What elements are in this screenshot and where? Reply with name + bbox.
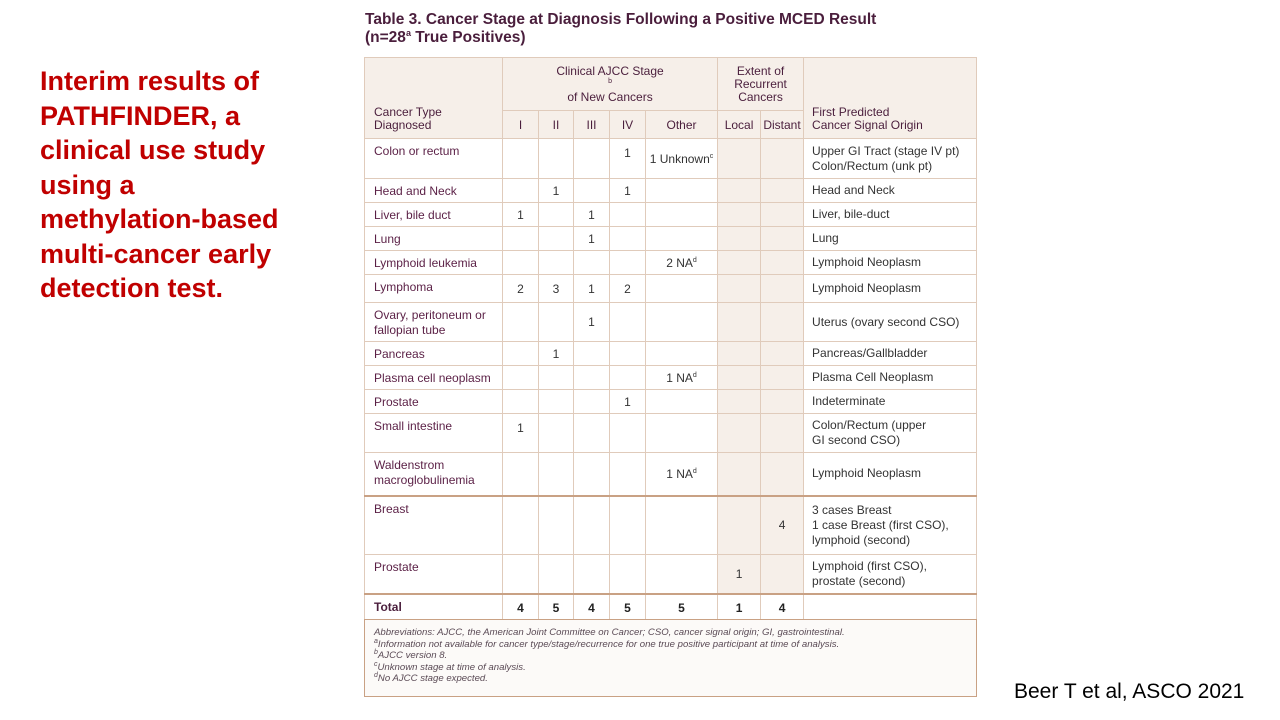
total-other: 5 [646, 594, 718, 622]
stage-i-cell: 1 [503, 203, 539, 227]
first-cso-cell: Lymphoid Neoplasm [804, 251, 977, 275]
stage-ii-cell [539, 203, 574, 227]
stage-ii-cell: 1 [539, 179, 574, 203]
stage-ii-cell [539, 390, 574, 414]
first-cso-cell: Pancreas/Gallbladder [804, 342, 977, 366]
cancer-type-cell: Head and Neck [365, 179, 503, 203]
cancer-type-cell: Breast [365, 496, 503, 555]
total-label: Total [365, 594, 503, 622]
table-row [365, 303, 977, 342]
first-cso-cell: Indeterminate [804, 390, 977, 414]
cancer-type-cell: Prostate [365, 390, 503, 414]
header-first-cso: First Predicted Cancer Signal Origin [804, 58, 977, 139]
distant-cell [761, 390, 804, 414]
stage-iii-cell [574, 342, 610, 366]
stage-iv-cell: 1 [610, 179, 646, 203]
total-local: 1 [718, 594, 761, 622]
footnote: $^b$AJCC version 8. [374, 649, 448, 662]
first-cso-cell: Lung [804, 227, 977, 251]
stage-iii-cell [574, 414, 610, 453]
header-extent-recurrent: Extent of Recurrent Cancers [718, 58, 804, 111]
first-cso-cell: Lymphoid (first CSO), prostate (second) [804, 555, 977, 594]
stage-other-cell [646, 203, 718, 227]
table-row [365, 555, 977, 594]
first-cso-cell: Uterus (ovary second CSO) [804, 303, 977, 342]
cancer-type-cell: Pancreas [365, 342, 503, 366]
stage-i-cell [503, 555, 539, 594]
stage-i-cell: 2 [503, 275, 539, 303]
stage-iv-cell [610, 366, 646, 390]
stage-other-cell [646, 342, 718, 366]
stage-ii-cell [539, 251, 574, 275]
table-row [365, 179, 977, 203]
total-distant: 4 [761, 594, 804, 622]
table-title-line1: Table 3. Cancer Stage at Diagnosis Following a Positive MCED Result [365, 11, 877, 28]
stage-iii-cell: 1 [574, 203, 610, 227]
first-cso-cell: Upper GI Tract (stage IV pt) Colon/Rectum (unk pt) [804, 139, 977, 179]
stage-ii-cell [539, 414, 574, 453]
first-cso-cell: Head and Neck [804, 179, 977, 203]
footnote: $^d$No AJCC stage expected. [374, 672, 488, 685]
distant-cell [761, 179, 804, 203]
header-stage-iv: IV [610, 111, 646, 139]
local-cell [718, 275, 761, 303]
stage-iii-cell [574, 555, 610, 594]
stage-other-cell [646, 390, 718, 414]
stage-i-cell [503, 453, 539, 496]
stage-iv-cell: 1 [610, 390, 646, 414]
stage-iii-cell: 1 [574, 227, 610, 251]
slide-headline: Interim results of PATHFINDER, a clinical use study using a methylation-based multi-cancer early detection test. [40, 66, 279, 303]
distant-cell [761, 203, 804, 227]
first-cso-cell: Colon/Rectum (upper GI second CSO) [804, 414, 977, 453]
header-clinical-ajcc-stage: Clinical AJCC Stage $^b$ of New Cancers [503, 58, 718, 111]
stage-other-cell [646, 414, 718, 453]
stage-iv-cell: 1 [610, 139, 646, 179]
stage-i-cell [503, 496, 539, 555]
stage-ii-cell [539, 496, 574, 555]
table-row [365, 496, 977, 555]
table-row [365, 453, 977, 496]
table-footnotes [364, 619, 977, 697]
total-i: 4 [503, 594, 539, 622]
cancer-type-cell: Lymphoma [365, 275, 503, 303]
stage-i-cell [503, 251, 539, 275]
first-cso-cell: Liver, bile-duct [804, 203, 977, 227]
header-distant: Distant [761, 111, 804, 139]
total-iv: 5 [610, 594, 646, 622]
stage-iii-cell: 1 [574, 303, 610, 342]
stage-other-cell: 1 $NA^d$ [646, 366, 718, 390]
local-cell [718, 303, 761, 342]
stage-other-cell [646, 275, 718, 303]
stage-i-cell [503, 139, 539, 179]
distant-cell [761, 227, 804, 251]
table-row [365, 390, 977, 414]
cancer-type-cell: Waldenstrom macroglobulinemia [365, 453, 503, 496]
header-stage-i: I [503, 111, 539, 139]
stage-other-cell: 1 Unknown$^c$ [646, 139, 718, 179]
local-cell [718, 342, 761, 366]
first-cso-cell: 3 cases Breast 1 case Breast (first CSO), lymphoid (second) [804, 496, 977, 555]
stage-iii-cell: 1 [574, 275, 610, 303]
stage-ii-cell [539, 453, 574, 496]
stage-iii-cell [574, 390, 610, 414]
distant-cell [761, 303, 804, 342]
local-cell [718, 227, 761, 251]
stage-ii-cell [539, 227, 574, 251]
stage-other-cell [646, 227, 718, 251]
header-stage-iii: III [574, 111, 610, 139]
local-cell [718, 366, 761, 390]
cancer-type-cell: Ovary, peritoneum or fallopian tube [365, 303, 503, 342]
local-cell [718, 414, 761, 453]
first-cso-cell: Lymphoid Neoplasm [804, 453, 977, 496]
stage-iii-cell [574, 251, 610, 275]
stage-iv-cell [610, 453, 646, 496]
cancer-type-cell: Lung [365, 227, 503, 251]
stage-other-cell: 1 $NA^d$ [646, 453, 718, 496]
total-iii: 4 [574, 594, 610, 622]
distant-cell [761, 275, 804, 303]
stage-i-cell: 1 [503, 414, 539, 453]
stage-other-cell [646, 179, 718, 203]
stage-iv-cell [610, 342, 646, 366]
stage-iii-cell [574, 179, 610, 203]
total-row [365, 594, 977, 622]
cancer-type-cell: Plasma cell neoplasm [365, 366, 503, 390]
local-cell: 1 [718, 555, 761, 594]
stage-iv-cell [610, 251, 646, 275]
header-local: Local [718, 111, 761, 139]
local-cell [718, 251, 761, 275]
local-cell [718, 453, 761, 496]
stage-ii-cell [539, 366, 574, 390]
distant-cell [761, 342, 804, 366]
stage-other-cell [646, 496, 718, 555]
header-stage-ii: II [539, 111, 574, 139]
table-row [365, 203, 977, 227]
table-row [365, 275, 977, 303]
first-cso-cell: Plasma Cell Neoplasm [804, 366, 977, 390]
table-title-line2: ($n=28^a$ True Positives) [365, 27, 526, 46]
stage-i-cell [503, 342, 539, 366]
cancer-type-cell: Prostate [365, 555, 503, 594]
citation: Beer T et al, ASCO 2021 [1014, 680, 1245, 703]
local-cell [718, 496, 761, 555]
cancer-type-cell: Liver, bile duct [365, 203, 503, 227]
stage-i-cell [503, 303, 539, 342]
stage-i-cell [503, 179, 539, 203]
stage-iv-cell [610, 496, 646, 555]
first-cso-cell: Lymphoid Neoplasm [804, 275, 977, 303]
stage-iv-cell [610, 414, 646, 453]
distant-cell [761, 139, 804, 179]
stage-iv-cell: 2 [610, 275, 646, 303]
table-row [365, 342, 977, 366]
local-cell [718, 179, 761, 203]
local-cell [718, 203, 761, 227]
header-cancer-type: Cancer Type Diagnosed [365, 58, 503, 139]
stage-i-cell [503, 227, 539, 251]
stage-other-cell [646, 303, 718, 342]
stage-iv-cell [610, 303, 646, 342]
total-ii: 5 [539, 594, 574, 622]
distant-cell: 4 [761, 496, 804, 555]
footnote: $^c$Unknown stage at time of analysis. [374, 660, 526, 673]
stage-iii-cell [574, 453, 610, 496]
stage-i-cell [503, 366, 539, 390]
stage-ii-cell [539, 303, 574, 342]
cancer-stage-table [364, 57, 977, 622]
header-stage-other: Other [646, 111, 718, 139]
stage-ii-cell [539, 555, 574, 594]
stage-iii-cell [574, 366, 610, 390]
stage-other-cell [646, 555, 718, 594]
table-row [365, 227, 977, 251]
cancer-type-cell: Colon or rectum [365, 139, 503, 179]
total-empty [804, 594, 977, 622]
stage-iv-cell [610, 203, 646, 227]
stage-i-cell [503, 390, 539, 414]
table-row [365, 251, 977, 275]
cancer-type-cell: Lymphoid leukemia [365, 251, 503, 275]
distant-cell [761, 251, 804, 275]
distant-cell [761, 555, 804, 594]
table-row [365, 414, 977, 453]
stage-iii-cell [574, 496, 610, 555]
local-cell [718, 390, 761, 414]
distant-cell [761, 414, 804, 453]
distant-cell [761, 366, 804, 390]
stage-ii-cell: 3 [539, 275, 574, 303]
stage-iii-cell [574, 139, 610, 179]
footnote: $^a$Information not available for cancer type/stage/recurrence for one true positive participant at time of analysis. [374, 637, 840, 650]
table-row [365, 139, 977, 179]
stage-iv-cell [610, 555, 646, 594]
cancer-type-cell: Small intestine [365, 414, 503, 453]
stage-ii-cell: 1 [539, 342, 574, 366]
stage-ii-cell [539, 139, 574, 179]
local-cell [718, 139, 761, 179]
stage-other-cell: 2 $NA^d$ [646, 251, 718, 275]
table-row [365, 366, 977, 390]
distant-cell [761, 453, 804, 496]
footnote: Abbreviations: AJCC, the American Joint Committee on Cancer; CSO, cancer signal origin; GI, gastrointestinal. [374, 627, 845, 638]
stage-iv-cell [610, 227, 646, 251]
table-title [365, 11, 977, 47]
